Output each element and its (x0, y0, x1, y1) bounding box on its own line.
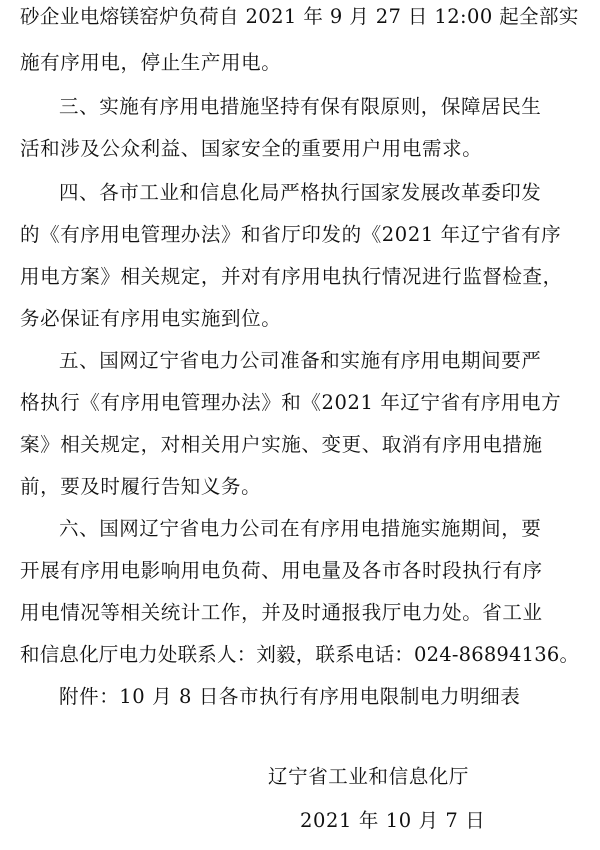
paragraph-continued-line-1: 砂企业电熔镁窑炉负荷自 2021 年 9 月 27 日 12:00 起全部实 (20, 5, 579, 28)
attachment-line: 附件：10 月 8 日各市执行有序用电限制电力明细表 (59, 685, 521, 708)
paragraph-5-line-2: 格执行《有序用电管理办法》和《2021 年辽宁省有序用电方 (20, 391, 562, 414)
paragraph-6-line-3: 用电情况等相关统计工作，并及时通报我厅电力处。省工业 (20, 601, 543, 624)
paragraph-6-line-4: 和信息化厅电力处联系人：刘毅，联系电话：024-86894136。 (20, 643, 580, 666)
paragraph-5-line-1: 五、国网辽宁省电力公司准备和实施有序用电期间要严 (59, 349, 542, 372)
paragraph-4-line-4: 务必保证有序用电实施到位。 (20, 307, 282, 330)
paragraph-5-line-3: 案》相关规定，对相关用户实施、变更、取消有序用电措施 (20, 433, 543, 456)
issue-date: 2021 年 10 月 7 日 (300, 809, 486, 832)
paragraph-5-line-4: 前，要及时履行告知义务。 (20, 475, 262, 498)
paragraph-6-line-1: 六、国网辽宁省电力公司在有序用电措施实施期间，要 (59, 517, 542, 540)
paragraph-3-line-1: 三、实施有序用电措施坚持有保有限原则，保障居民生 (59, 95, 542, 118)
paragraph-4-line-2: 的《有序用电管理办法》和省厅印发的《2021 年辽宁省有序 (20, 223, 562, 246)
paragraph-3-line-2: 活和涉及公众利益、国家安全的重要用户用电需求。 (20, 137, 483, 160)
paragraph-4-line-1: 四、各市工业和信息化局严格执行国家发展改革委印发 (59, 181, 542, 204)
paragraph-6-line-2: 开展有序用电影响用电负荷、用电量及各市各时段执行有序 (20, 559, 543, 582)
issuer-name: 辽宁省工业和信息化厅 (268, 765, 470, 788)
paragraph-4-line-3: 用电方案》相关规定，并对有序用电执行情况进行监督检查， (20, 265, 563, 288)
paragraph-continued-line-2: 施有序用电，停止生产用电。 (20, 51, 282, 74)
